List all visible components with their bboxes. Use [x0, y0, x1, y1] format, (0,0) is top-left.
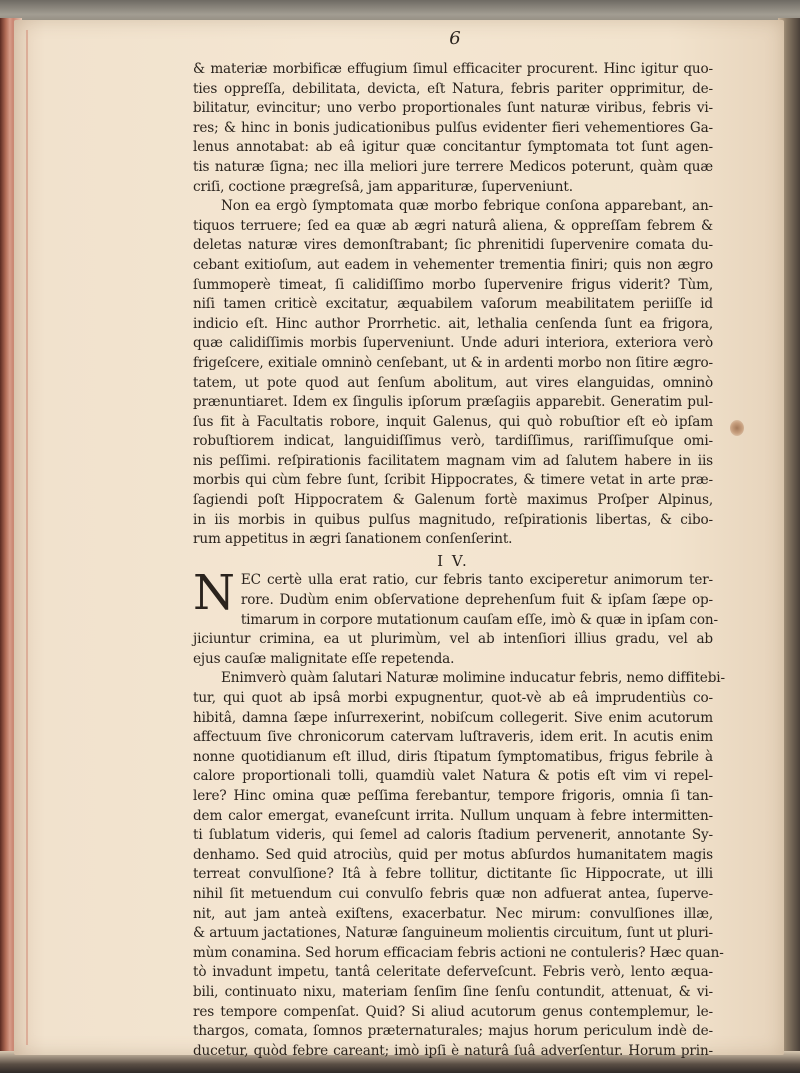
paragraph-3 [193, 611, 718, 670]
text-line: ſummoperè timeat, ſi calidiſſimo morbo ſupervenire frigus viderit? Tùm, [193, 276, 713, 293]
text-line: affectuum ſive chronicorum catervam luſtraveris, idem erit. In acutis enim [193, 729, 713, 746]
drop-cap: N [193, 565, 235, 622]
text-line: prænuntiaret. Idem ex ſingulis ipſorum præſagiis apparebit. Generatim pul- [193, 394, 713, 411]
text-line: ejus cauſæ malignitate eſſe repetenda. [193, 650, 455, 667]
text-line: nis peſſimi. reſpirationis facilitatem magnam vim ad ſalutem habere in iis [193, 452, 713, 469]
text-line: bilitatur, evincitur; uno verbo proportionales ſunt naturæ viribus, febris vi- [193, 100, 713, 117]
text-line: thargos, comata, ſomnos præternaturales; majus horum periculum indè de- [193, 1023, 713, 1040]
text-line: EC certè ulla erat ratio, cur febris tanto exciperetur animorum ter- [240, 572, 713, 589]
text-line: tatem, ut pote quod aut ſenſum abolitum, aut vires elanguidas, omninò [193, 374, 713, 391]
text-line: ties oppreſſa, debilitata, devicta, eſt Natura, febris pariter opprimitur, de- [193, 80, 713, 97]
text-line: hibitâ, damna ſæpe inſurrexerint, nobiſcum collegerit. Sive enim acutorum [193, 709, 713, 726]
text-line: niſi tamen criticè excitatur, æquabilem vaſorum meabilitatem periiſſe id [193, 296, 713, 313]
text-line: terreat convulſione? Itâ à febre tollitur, dictitante ſic Hippocrate, ut illi [193, 866, 713, 883]
text-line: mùm conamina. Sed horum efficaciam febris actioni ne contuleris? Hæc quan- [193, 944, 724, 961]
paragraph-2 [193, 197, 713, 550]
text-line: rore. Dudùm enim obſervatione deprehenſum fuit & ipſam ſæpe op- [240, 592, 713, 609]
text-line: & materiæ morbificæ effugium ſimul efficaciter procurent. Hinc igitur quo- [193, 61, 713, 77]
text-line: lere? Hinc omina quæ peſſima ferebantur, tempore frigoris, omnia ſi tan- [193, 787, 713, 804]
text-line: tis naturæ ſigna; nec illa meliori jure terrere Medicos poterunt, quàm quæ [193, 158, 713, 175]
text-line: Enimverò quàm ſalutari Naturæ molimine inducatur febris, nemo diffitebi- [221, 670, 725, 687]
page-margin-line [26, 30, 28, 1045]
text-line: robuſtiorem indicat, languidiſſimus verò, tardiſſimus, rariſſimuſque omi- [193, 433, 713, 450]
text-line: nonne quotidianum eſt illud, diris ſtipatum ſymptomatibus, frigus febrile à [193, 748, 713, 765]
text-line: timarum in corpore mutationum cauſam eſſe, imò & quæ in ipſam con- [240, 611, 718, 628]
text-line: deletas naturæ vires demonſtrabant; ſic phrenitidi ſupervenire comata du- [193, 237, 713, 254]
text-line: & artuum jactationes, Naturæ ſanguineum molientis circuitum, ſunt ut pluri- [193, 925, 713, 942]
text-line: tur, qui quot ab ipsâ morbi expugnentur, quot-vè ab eâ imprudentiùs co- [193, 690, 713, 706]
paragraph-4 [193, 669, 725, 1061]
text-line: calore proportionali tolli, quamdiù valet Natura & potis eſt vim vi repel- [193, 768, 713, 785]
text-line: res; & hinc in bonis judicationibus pulſus evidenter fieri vehementiores Ga- [193, 119, 713, 136]
text-line: ſus fit à Facultatis robore, inquit Galenus, qui quò robuſtior eſt eò ipſam [193, 413, 713, 430]
text-line: rum appetitus in ægri ſanationem conſenſerint. [193, 531, 513, 548]
text-line: criſi, coctione prægreſsâ, jam apparituræ, ſuperveniunt. [193, 178, 573, 195]
text-line: morbis qui cùm febre ſunt, ſcribit Hippocrates, & timere vetat in arte præ- [193, 472, 713, 489]
text-line: jiciuntur crimina, ea ut plurimùm, vel ab intenſiori illius gradu, vel ab [193, 631, 713, 648]
paragraph-1 [193, 60, 713, 197]
text-line: lenus annotabat: ab eâ igitur quæ concitantur ſymptomata tot ſunt agen- [193, 139, 713, 156]
text-line: nihil ſit metuendum cui convulſo febris quæ non adfuerat antea, ſuperve- [193, 885, 713, 902]
text-line: ſagiendi poſt Hippocratem & Galenum fortè maximus Proſper Alpinus, [193, 492, 713, 509]
text-line: cebant exitioſum, aut eadem in vehementer trementia finiri; quis non ægro [193, 256, 713, 273]
section-heading: I V. [437, 551, 469, 570]
text-line: denhamo. Sed quid atrociùs, quid per motus abſurdos humanitatem magis [193, 846, 713, 863]
text-line: indicio eſt. Hinc author Prorrhetic. ait, lethalia cenſenda ſunt ea frigora, [193, 315, 713, 332]
text-line: bili, continuato nixu, materiam ſenſim ſine ſenſu contundit, attenuat, & vi- [193, 983, 713, 1000]
text-line: quæ calidiſſimis morbis ſuperveniunt. Unde aduri interiora, exteriora verò [193, 335, 713, 352]
paper-stain [730, 420, 744, 436]
text-line: tiquos terruere; ſed ea quæ ab ægri naturâ aliena, & oppreſſam febrem & [193, 217, 713, 234]
text-line: frigeſcere, exitiale omninò cenſebant, ut & in ardenti morbo non ſitire ægro- [193, 354, 713, 371]
text-line: ducetur, quòd febre careant; imò ipſi è naturâ ſuâ adverſentur. Horum prin- [193, 1042, 713, 1059]
text-line: dem calor emergat, evaneſcunt irrita. Nullum unquam à febre intermitten- [193, 807, 713, 824]
text-line: tò invadunt impetu, tantâ celeritate deferveſcunt. Febris verò, lento æqua- [193, 964, 713, 981]
text-line: res tempore compenſat. Quid? Si aliud acutorum genus contemplemur, le- [193, 1003, 713, 1020]
page-text [193, 60, 725, 1061]
text-line: Non ea ergò ſymptomata quæ morbo febrique conſona apparebant, an- [221, 198, 713, 215]
text-line: in iis morbis in quibus pulſus magnitudo, reſpirationis libertas, & cibo- [193, 511, 713, 528]
text-line: nit, aut jam anteà exiſtens, exacerbatur. Nec mirum: convulſiones illæ, [193, 905, 713, 922]
page-number: 6 [449, 28, 461, 49]
text-line: ti ſublatum videris, qui ſemel ad caloris ſtadium pervenerit, annotante Sy- [193, 827, 713, 844]
